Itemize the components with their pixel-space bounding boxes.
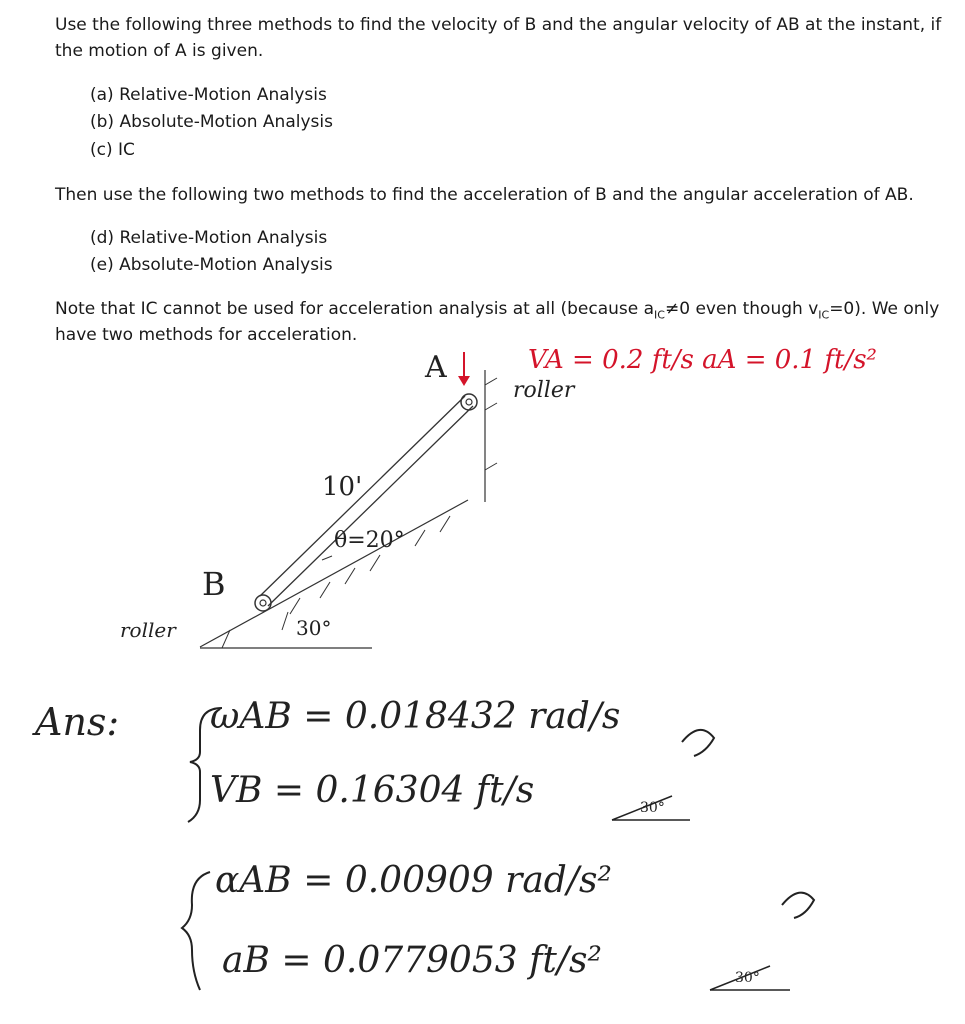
theta-arrow (322, 556, 332, 560)
note-text-start: Note that IC cannot be used for acceleration analysis at all (because a (55, 299, 655, 319)
note-sub-2: IC (818, 308, 830, 322)
method-c: (c) IC (90, 140, 135, 160)
theta-label: θ=20° (334, 528, 405, 553)
angle-30-mark (282, 612, 288, 630)
method-d: (d) Relative-Motion Analysis (90, 228, 328, 248)
method-a: (a) Relative-Motion Analysis (90, 85, 327, 105)
omega-direction-icon (682, 730, 714, 756)
answer-ab: aB = 0.0779053 ft/s² (222, 940, 602, 981)
label-b: B (202, 565, 226, 603)
roller-a-label: roller (513, 378, 575, 403)
intro-line-2: the motion of A is given. (55, 41, 264, 61)
intro-line-1: Use the following three methods to find the velocity of B and the angular velocity of AB at the instant, if (55, 15, 942, 35)
velocity-arrowhead-a (458, 376, 470, 386)
note-line-2: have two methods for acceleration. (55, 325, 358, 345)
given-values: VA = 0.2 ft/s aA = 0.1 ft/s² (528, 345, 877, 375)
answer-alpha-ab: αAB = 0.00909 rad/s² (215, 860, 612, 901)
roller-b-label: roller (120, 618, 176, 642)
brace-acceleration (182, 872, 210, 990)
method-b: (b) Absolute-Motion Analysis (90, 112, 333, 132)
accel-intro: Then use the following two methods to find the acceleration of B and the angular acceleration of AB. (55, 185, 914, 205)
roller-a-circle (461, 394, 477, 410)
roller-b-circle (255, 595, 271, 611)
note-text-end: =0). We only (829, 299, 940, 319)
alpha-direction-icon (782, 893, 814, 918)
vb-angle-label: 30° (640, 800, 665, 816)
method-e: (e) Absolute-Motion Analysis (90, 255, 333, 275)
answer-omega-ab: ωAB = 0.018432 rad/s (210, 696, 621, 737)
roller-b-pin (260, 600, 266, 606)
bar-length-label: 10' (322, 472, 363, 502)
answer-vb: VB = 0.16304 ft/s (210, 770, 535, 811)
label-a: A (425, 350, 447, 385)
bar-ab-edge-1 (260, 396, 465, 596)
answer-label: Ans: (35, 700, 120, 744)
wall-hatching (485, 378, 497, 470)
note-text-mid: ≠0 even though v (664, 299, 819, 319)
ab-angle-label: 30° (735, 970, 760, 986)
incline-surface (200, 500, 468, 647)
note-sub-1: IC (654, 308, 665, 322)
roller-a-pin (466, 399, 472, 405)
bar-ab-edge-2 (268, 406, 473, 606)
angle-30-label: 30° (296, 616, 332, 640)
